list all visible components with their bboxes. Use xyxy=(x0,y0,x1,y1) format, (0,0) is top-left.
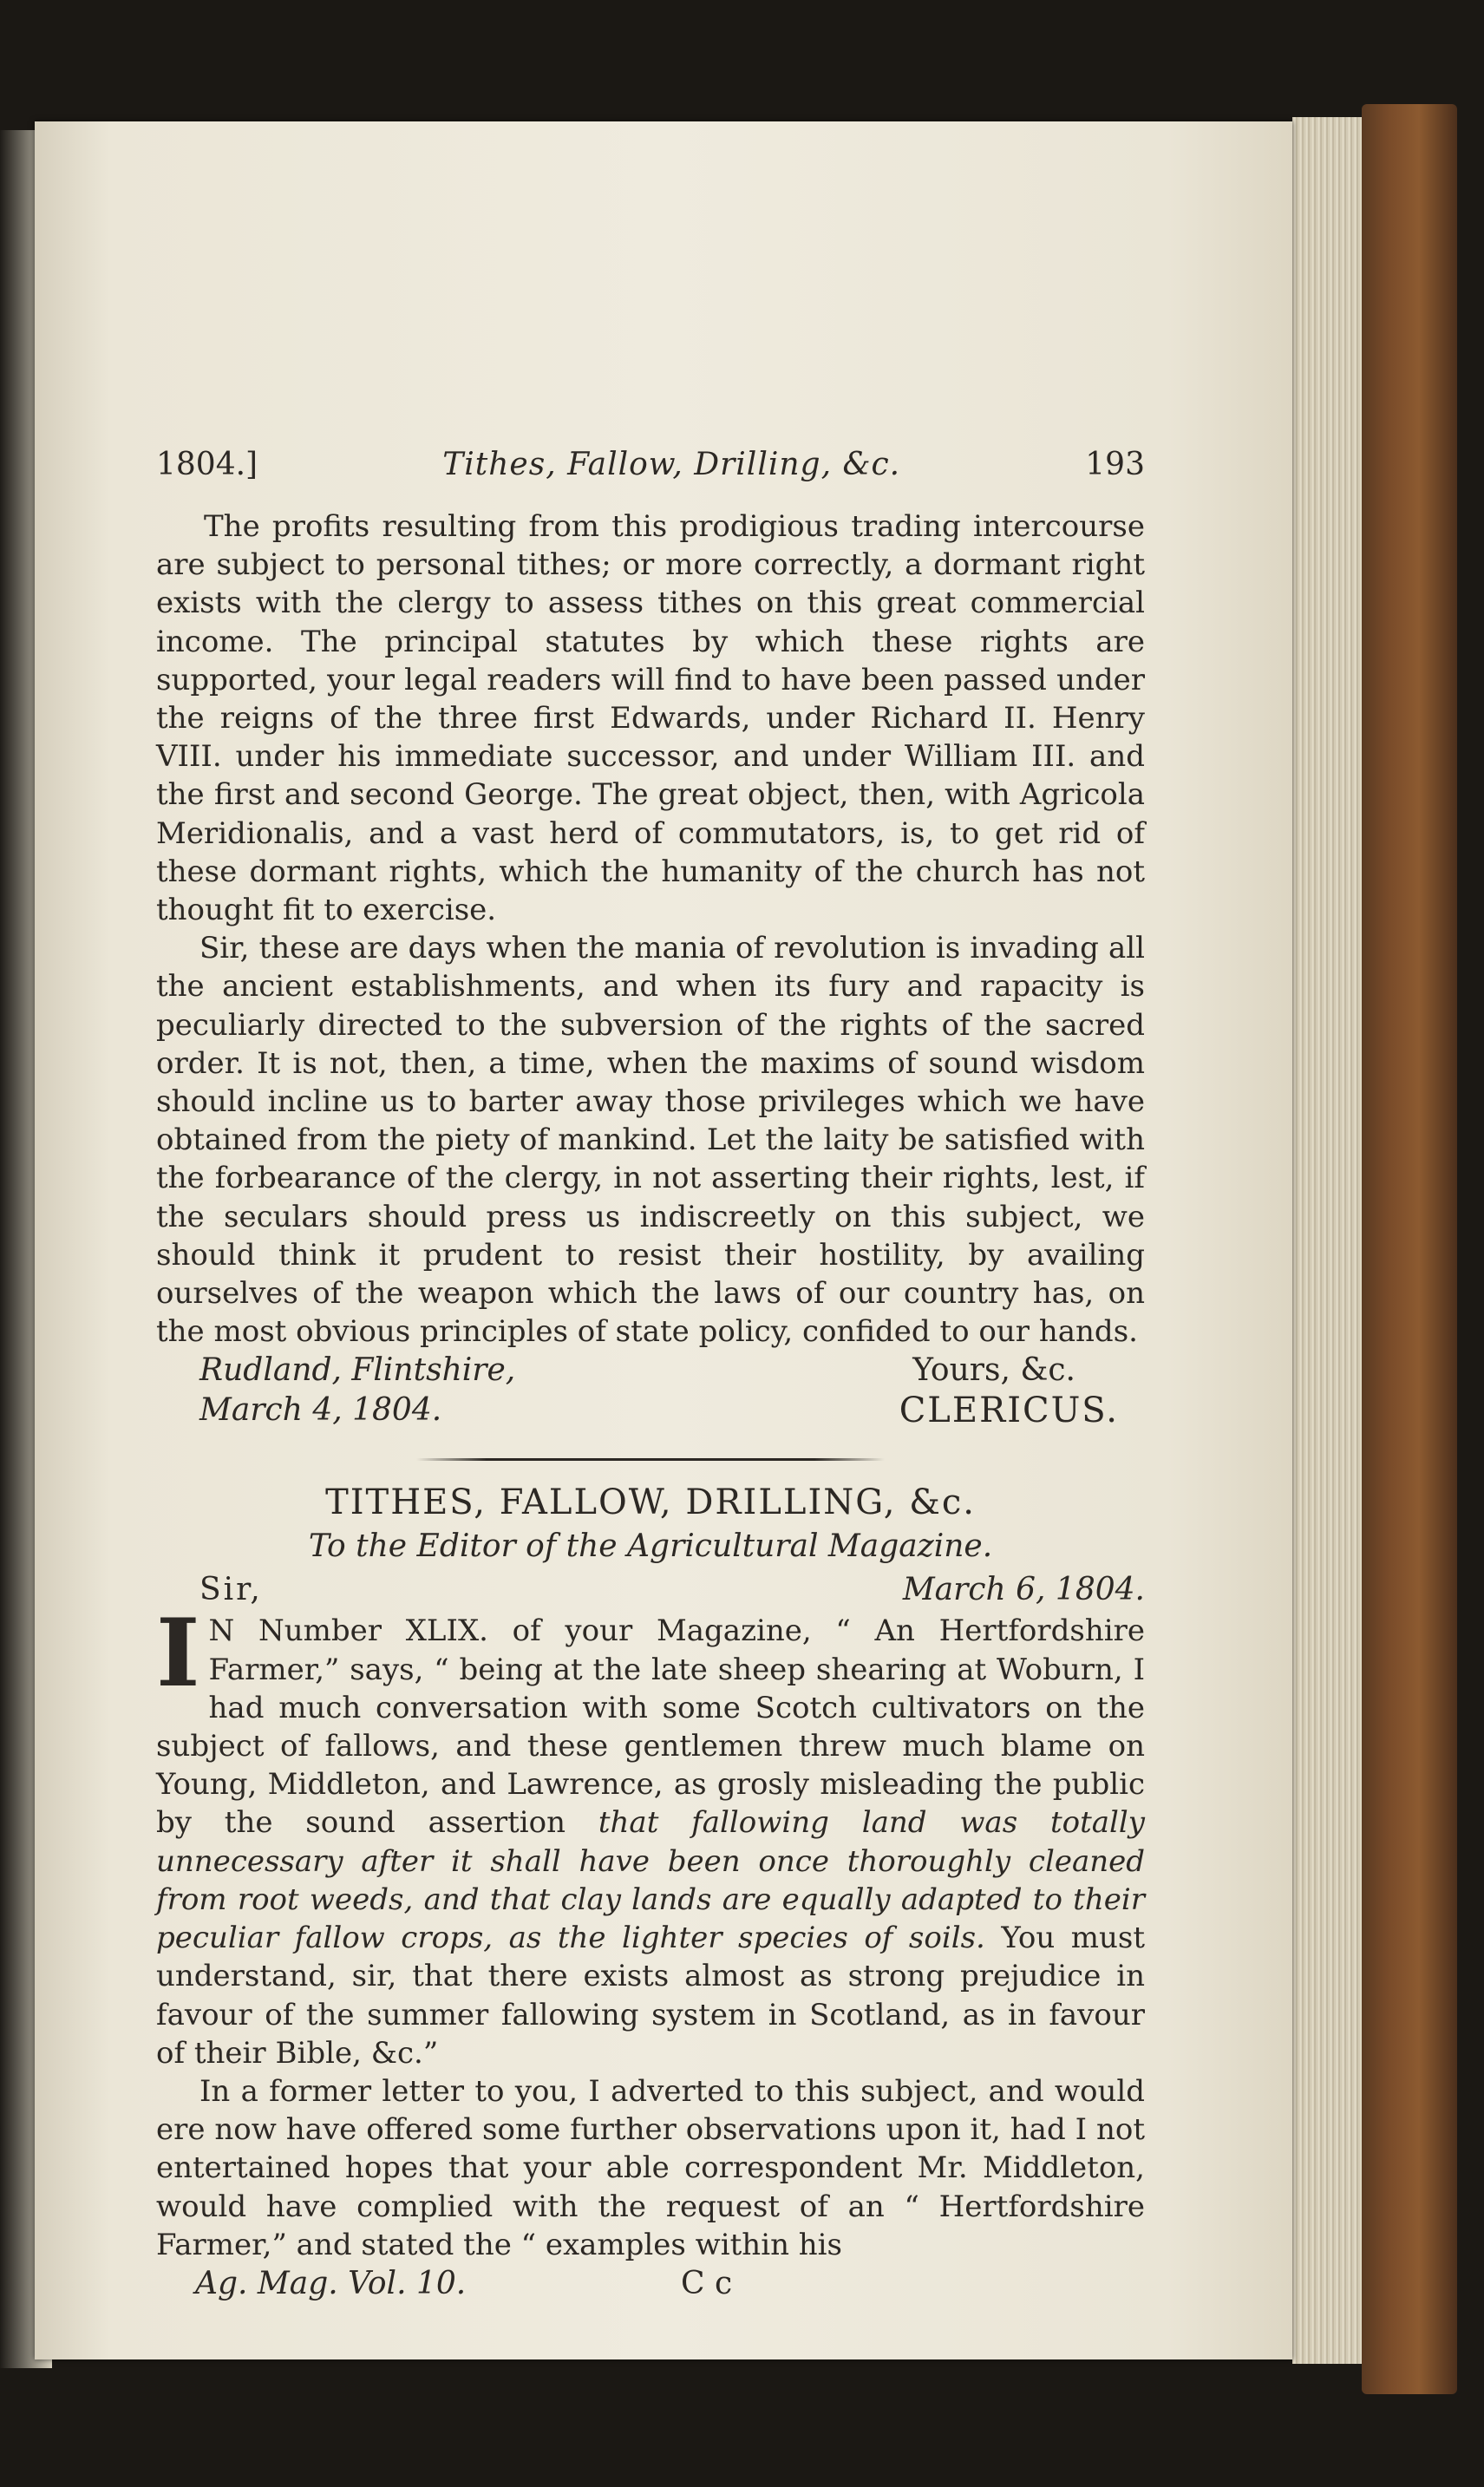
letter2-paragraph-2: In a former letter to you, I adverted to this subject, and would ere now have offered some further observations upon it, had I not entertained hopes that your able correspondent Mr. Middleton, would have complied with the request of an “ Hertfordshire Farmer,” and stated the “ examples within his xyxy=(156,2073,1145,2262)
page-footer xyxy=(156,2264,1145,2304)
letter2-paragraph-1-end: You must understand, sir, that there exists almost as strong prejudice in favour of the summer fallowing system in Scotland, as in favour of their Bible, &c.” xyxy=(156,1921,1145,2071)
letter1-signoff-line1 xyxy=(156,1351,1145,1391)
letter1-closing: Yours, &c. xyxy=(912,1352,1075,1389)
book-page xyxy=(35,121,1292,2359)
letter2-paragraph-1-start: N Number XLIX. of your Magazine, “ An Hertfordshire Farmer,” says, “ being at the late sheep shearing at Woburn, I had much conversation with some Scotch cultivators on the subject of fallows, and these gentlemen threw much blame on Young, Middleton, and Lawrence, as grosly misleading the public by the sound assertion xyxy=(156,1613,1145,1841)
footer-volume: Ag. Mag. Vol. 10. xyxy=(195,2265,467,2301)
letter2-heading: TITHES, FALLOW, DRILLING, &c. xyxy=(325,1482,976,1523)
running-title: Tithes, Fallow, Drilling, &c. xyxy=(442,447,901,482)
letter2-date: March 6, 1804. xyxy=(902,1572,1145,1608)
drop-cap: I xyxy=(156,1599,200,1709)
leather-binding xyxy=(1362,104,1457,2394)
header-year: 1804.] xyxy=(156,447,258,482)
letter2-paragraph-1-italic: that fallowing land was totally unnecessary after it shall have been once thoroughly cleaned from root weeds, and that clay lands are equally adapted to their peculiar fallow crops, as the lighter species of soils. xyxy=(156,1805,1145,1956)
page-number: 193 xyxy=(1085,447,1145,482)
letter2-paragraph-1 xyxy=(156,1599,1145,2071)
running-header xyxy=(156,447,1145,492)
letter1-paragraph-1: The profits resulting from this prodigious trading intercourse are subject to personal tithes; or more correctly, a dormant right exists with the clergy to assess tithes on this great commercial income. The principal statutes by which these rights are supported, your legal readers will find to have been passed under the reigns of the three first Edwards, under Richard II. Henry VIII. under his immediate successor, and under William III. and the first and second George. The great object, then, with Agricola Meridionalis, and a vast herd of commutators, is, to get rid of these dormant rights, which the humanity of the church has not thought fit to exercise. xyxy=(156,509,1145,928)
letter1-place: Rudland, Flintshire, xyxy=(199,1352,516,1389)
page-text xyxy=(156,447,1145,2304)
section-divider xyxy=(416,1458,885,1461)
letter1-signoff-line2 xyxy=(156,1391,1145,1430)
letter2-subheading: To the Editor of the Agricultural Magazine. xyxy=(308,1528,993,1565)
letter2-salutation: Sir, xyxy=(199,1572,263,1608)
letter1-signature: CLERICUS. xyxy=(899,1391,1119,1431)
letter1-paragraph-2: Sir, these are days when the mania of revolution is invading all the ancient establishments, and when its fury and rapacity is peculiarly directed to the subversion of the rights of the sacred order. It is not, then, a time, when the maxims of sound wisdom should incline us to barter away those privileges which we have obtained from the piety of mankind. Let the laity be satisfied with the forbearance of the clergy, in not asserting their rights, lest, if the seculars should press us indiscreetly on this subject, we should think it prudent to resist their hostility, by availing ourselves of the weapon which the laws of our country has, on the most obvious principles of state policy, confided to our hands. xyxy=(156,931,1145,1350)
letter2-salutation-line xyxy=(156,1568,1145,1612)
footer-signature-mark: C c xyxy=(681,2265,733,2301)
letter1-date: March 4, 1804. xyxy=(199,1392,442,1429)
book-fore-edge xyxy=(1292,117,1362,2364)
